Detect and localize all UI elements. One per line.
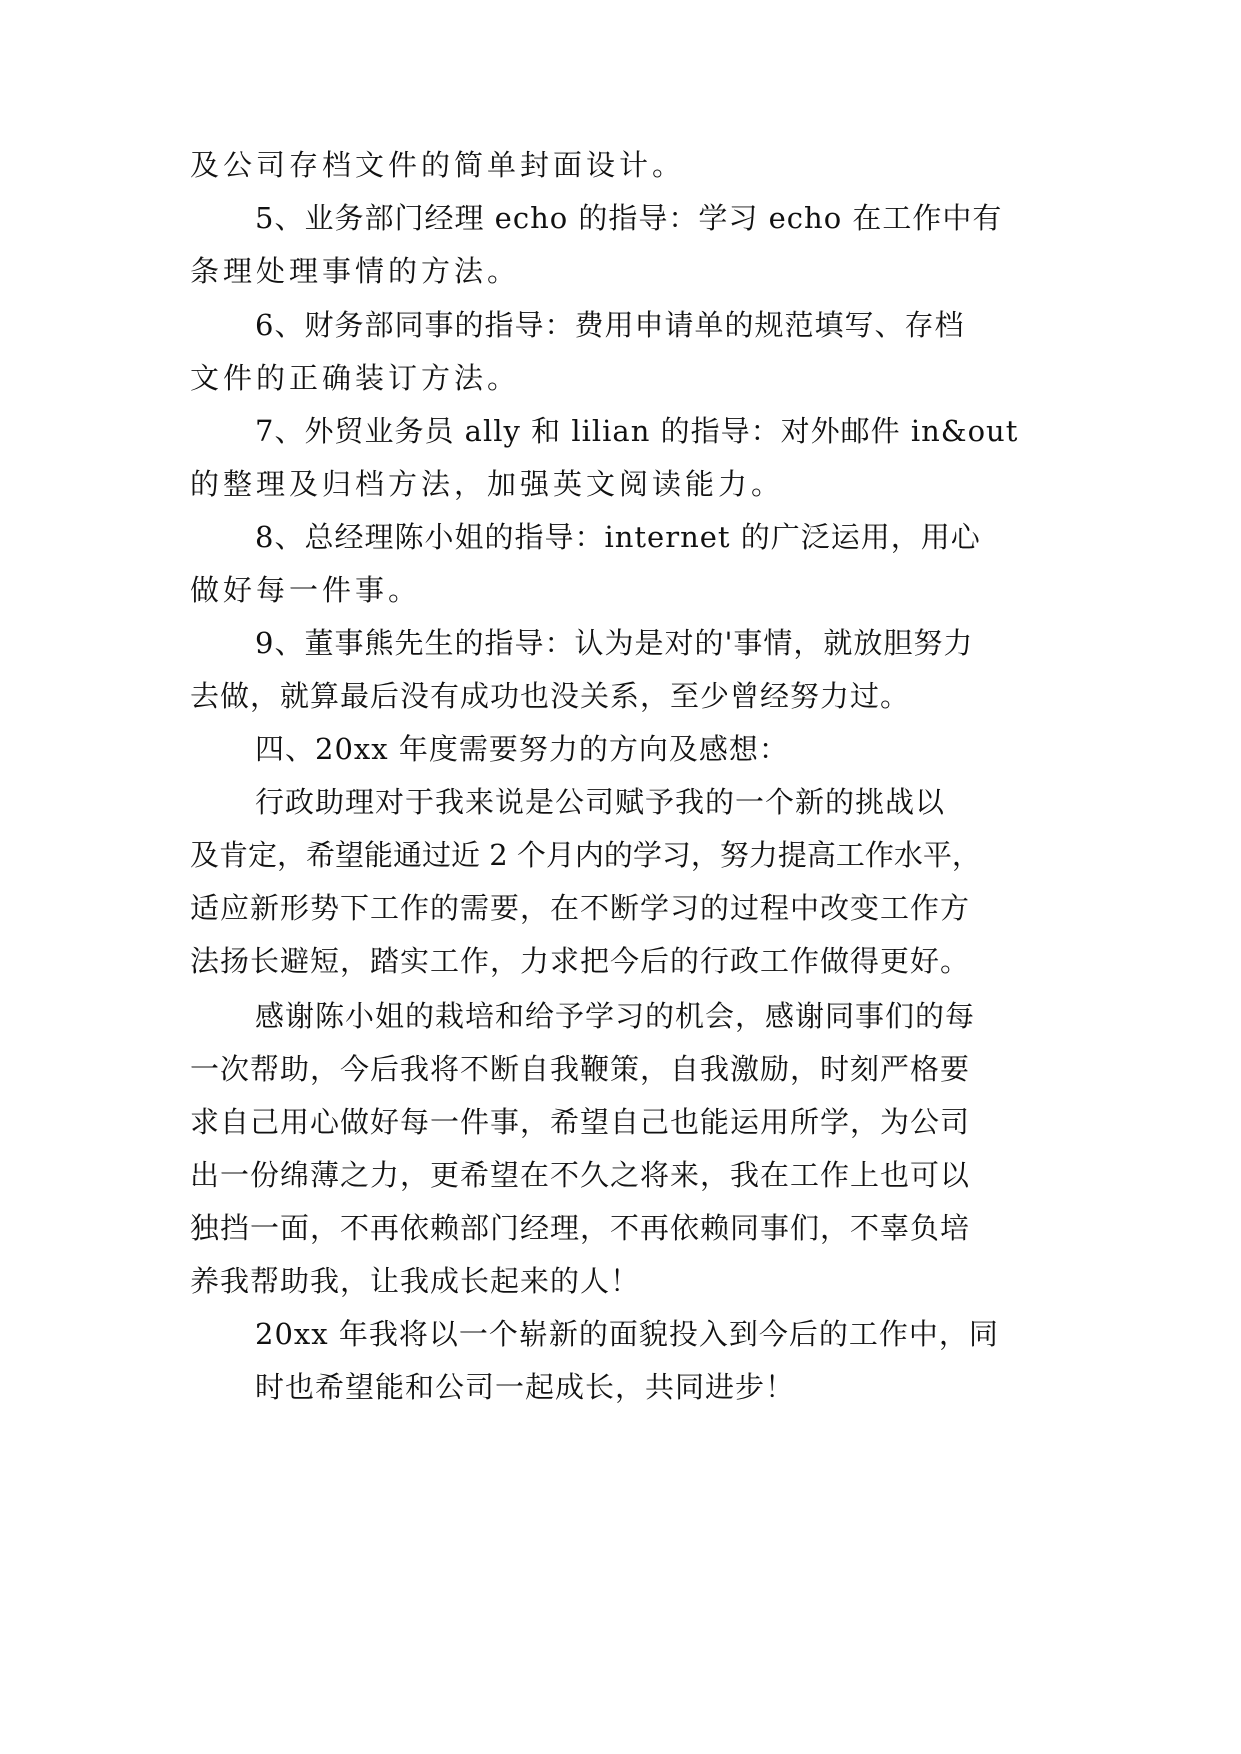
text-line: 时也希望能和公司一起成长，共同进步！ <box>255 1370 796 1404</box>
text-line: 一次帮助，今后我将不断自我鞭策，自我激励，时刻严格要 <box>190 1052 971 1086</box>
text-line: 的整理及归档方法，加强英文阅读能力。 <box>190 467 785 501</box>
text-line: 独挡一面，不再依赖部门经理，不再依赖同事们，不辜负培 <box>190 1211 971 1245</box>
text-line: 适应新形势下工作的需要，在不断学习的过程中改变工作方 <box>190 891 971 925</box>
text-line: 5、业务部门经理 echo 的指导：学习 echo 在工作中有 <box>255 201 1003 235</box>
text-line: 求自己用心做好每一件事，希望自己也能运用所学，为公司 <box>190 1105 971 1139</box>
text-line: 行政助理对于我来说是公司赋予我的一个新的挑战以 <box>255 785 946 819</box>
text-line: 去做，就算最后没有成功也没关系，至少曾经努力过。 <box>190 679 911 713</box>
text-line: 8、总经理陈小姐的指导：internet 的广泛运用，用心 <box>255 520 981 554</box>
text-line: 及肯定，希望能通过近 2 个月内的学习，努力提高工作水平， <box>190 838 981 872</box>
text-line: 感谢陈小姐的栽培和给予学习的机会，感谢同事们的每 <box>255 999 976 1033</box>
text-line: 7、外贸业务员 ally 和 lilian 的指导：对外邮件 in&out <box>255 414 1019 448</box>
text-line: 文件的正确装订方法。 <box>190 361 521 395</box>
section-heading: 四、20xx 年度需要努力的方向及感想： <box>255 732 789 766</box>
text-line: 条理处理事情的方法。 <box>190 254 521 288</box>
text-line: 出一份绵薄之力，更希望在不久之将来，我在工作上也可以 <box>190 1158 971 1192</box>
text-line: 20xx 年我将以一个崭新的面貌投入到今后的工作中，同 <box>255 1317 999 1351</box>
text-line: 做好每一件事。 <box>190 573 422 607</box>
text-line: 及公司存档文件的简单封面设计。 <box>190 148 686 182</box>
text-line: 养我帮助我，让我成长起来的人！ <box>190 1264 641 1298</box>
text-line: 法扬长避短，踏实工作，力求把今后的行政工作做得更好。 <box>190 944 971 978</box>
text-line: 6、财务部同事的指导：费用申请单的规范填写、存档 <box>255 308 965 342</box>
text-line: 9、董事熊先生的指导：认为是对的'事情，就放胆努力 <box>255 626 974 660</box>
